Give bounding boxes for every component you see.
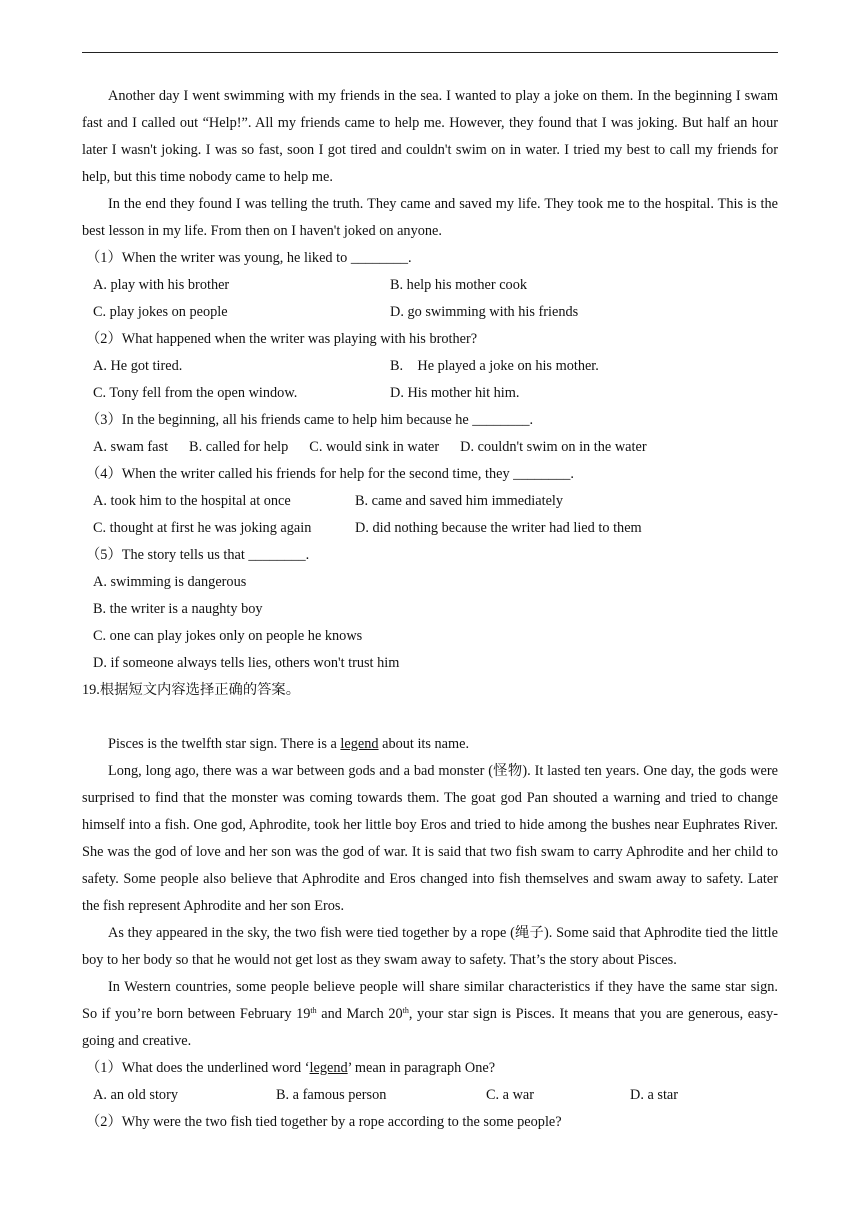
option-a[interactable]: A. play with his brother: [93, 277, 230, 293]
option-d[interactable]: D. go swimming with his friends: [390, 304, 579, 320]
option-b[interactable]: B. called for help: [189, 439, 289, 455]
passage1-paragraph-1: Another day I went swimming with my friends in the sea. I wanted to play a joke on them. In the beginning I swam fast and I called out “Help!”. All my friends came to help me. However, they found that I was joking. But half an hour later I wasn't joking. I was so fast, soon I got tired and couldn't swim on in water. I tried my best to call my friends for help, but this time nobody came to help me.: [82, 88, 778, 185]
option-d[interactable]: D. if someone always tells lies, others won't trust him: [93, 655, 400, 671]
ordinal-suffix: th: [310, 1006, 317, 1015]
passage2-p4-text-c: , your star sign is Pisces. It means that you are generous, easy-going and creative.: [82, 1006, 778, 1049]
passage2-p1-text-a: Pisces is the twelfth star sign. There is a: [108, 736, 341, 752]
option-c[interactable]: C. one can play jokes only on people he knows: [93, 628, 363, 644]
ordinal-suffix: th: [402, 1006, 409, 1015]
option-a[interactable]: A. swimming is dangerous: [93, 574, 247, 590]
question-1-3-stem: （3）In the beginning, all his friends came to help him because he ________.: [86, 412, 534, 428]
header-rule: [82, 52, 778, 53]
stem-text-a: （1）What does the underlined word ‘: [86, 1060, 310, 1076]
option-b[interactable]: B. help his mother cook: [390, 277, 527, 293]
question-1-4-stem: （4）When the writer called his friends for help for the second time, they ________.: [86, 466, 574, 482]
underlined-word-legend: legend: [309, 1060, 348, 1076]
passage2-p1-text-b: about its name.: [378, 736, 470, 752]
option-c[interactable]: C. Tony fell from the open window.: [93, 385, 298, 401]
question-2-1-options: [82, 1082, 778, 1109]
option-d[interactable]: D. His mother hit him.: [390, 385, 520, 401]
option-b[interactable]: B. a famous person: [276, 1087, 387, 1103]
passage2-p4-text-a: In Western countries, some people believe people will share similar characteristics if they have the same star sign. So if you’re born between February 19: [82, 979, 778, 1022]
question-1-1-options-row-2: [82, 299, 778, 326]
option-d[interactable]: D. couldn't swim on in the water: [460, 439, 647, 455]
passage2-paragraph-4: [82, 974, 778, 1055]
option-c[interactable]: C. play jokes on people: [93, 304, 228, 320]
option-b[interactable]: B. the writer is a naughty boy: [93, 601, 263, 617]
spacer: [82, 704, 778, 731]
section-19-heading: 19.根据短文内容选择正确的答案。: [82, 682, 301, 698]
option-a[interactable]: A. an old story: [93, 1087, 178, 1103]
passage2-paragraph-1: [82, 731, 778, 758]
option-a[interactable]: A. swam fast: [93, 439, 169, 455]
question-1-4-options-row-1: [82, 488, 778, 515]
option-a[interactable]: A. He got tired.: [93, 358, 183, 374]
question-1-1-options-row-1: [82, 272, 778, 299]
option-d[interactable]: D. did nothing because the writer had lied to them: [355, 520, 642, 536]
question-1-1-stem: （1）When the writer was young, he liked to ________.: [86, 250, 412, 266]
passage2-paragraph-2: Long, long ago, there was a war between gods and a bad monster (怪物). It lasted ten years. One day, the gods were surprised to find that the monster was coming towards them. The goat god Pan shouted a warning and tried to change himself into a fish. One god, Aphrodite, took her little boy Eros and tried to hide among the bushes near Euphrates River. She was the god of love and her son was the god of war. It is said that two fish swam to carry Aphrodite and her child to safety. Some people also believe that Aphrodite and Eros changed into fish themselves and swam away to safety. Later the fish represent Aphrodite and her son Eros.: [82, 763, 778, 914]
question-1-3-options: [82, 434, 778, 461]
underlined-word-legend: legend: [340, 736, 379, 752]
question-2-1-stem: [82, 1055, 778, 1082]
question-1-2-options-row-2: [82, 380, 778, 407]
option-b[interactable]: B. came and saved him immediately: [355, 493, 564, 509]
option-c[interactable]: C. a war: [486, 1087, 535, 1103]
stem-text-b: ’ mean in paragraph One?: [347, 1060, 496, 1076]
option-b[interactable]: B. He played a joke on his mother.: [390, 358, 599, 374]
option-a[interactable]: A. took him to the hospital at once: [93, 493, 291, 509]
page-content: [82, 83, 778, 1136]
question-1-4-options-row-2: [82, 515, 778, 542]
option-c[interactable]: C. thought at first he was joking again: [93, 520, 312, 536]
passage2-paragraph-3: As they appeared in the sky, the two fish were tied together by a rope (绳子). Some said that Aphrodite tied the little boy to her body so that he would not get lost as they swam away to safety. That’s the story about Pisces.: [82, 925, 778, 968]
question-2-2-stem: （2）Why were the two fish tied together by a rope according to the some people?: [86, 1114, 562, 1130]
passage2-p4-text-b: and March 20: [316, 1006, 403, 1022]
question-1-2-stem: （2）What happened when the writer was playing with his brother?: [86, 331, 478, 347]
question-1-5-stem: （5）The story tells us that ________.: [86, 547, 310, 563]
passage1-paragraph-2: In the end they found I was telling the truth. They came and saved my life. They took me to the hospital. This is the best lesson in my life. From then on I haven't joked on anyone.: [82, 196, 778, 239]
question-1-2-options-row-1: [82, 353, 778, 380]
option-c[interactable]: C. would sink in water: [309, 439, 440, 455]
option-d[interactable]: D. a star: [630, 1087, 679, 1103]
